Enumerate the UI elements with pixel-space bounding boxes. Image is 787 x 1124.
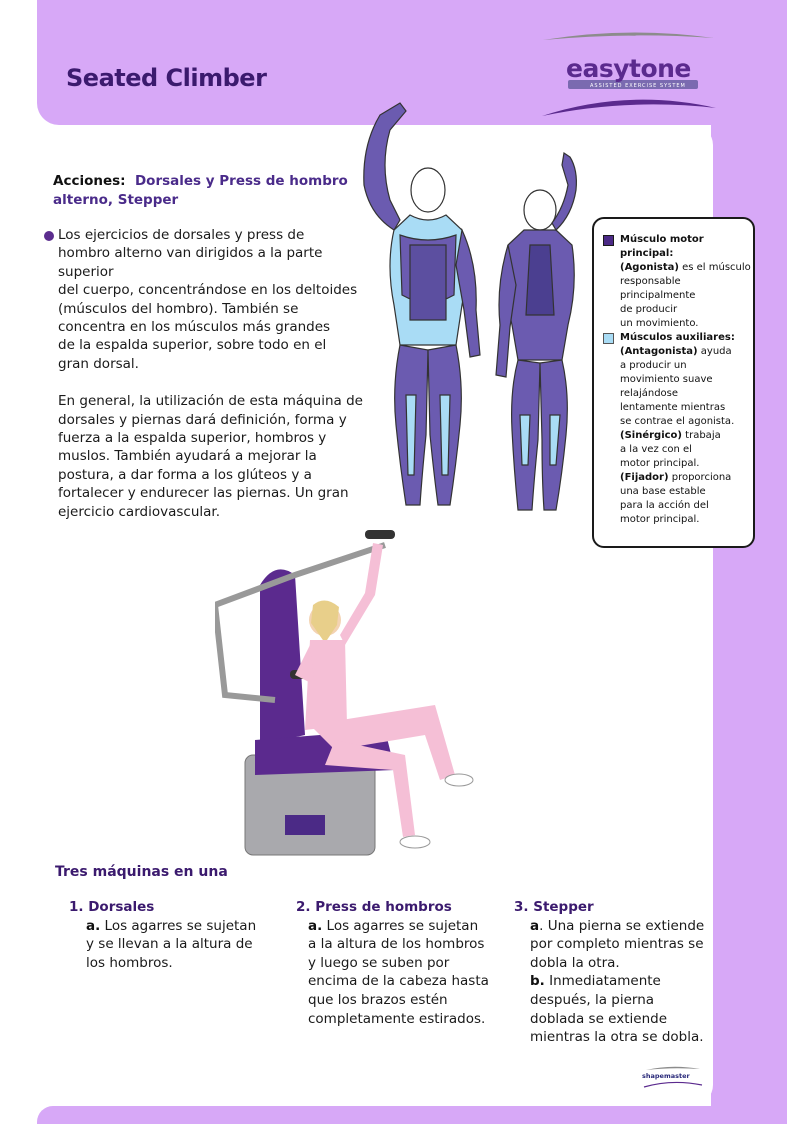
logo-tagline: ASSISTED EXERCISE SYSTEM: [590, 83, 686, 89]
machine-stepper-heading: 3. Stepper: [514, 899, 594, 915]
actions-label: Acciones:: [53, 173, 126, 189]
stepper-a-text: . Una pierna se extiende por completo mientras se dobla la otra.: [530, 917, 705, 971]
legend-fixator-term: (Fijador): [620, 472, 669, 483]
actions-heading: [53, 172, 353, 210]
stepper-b-label: b.: [530, 973, 545, 990]
front-figure: [364, 103, 480, 505]
legend-synergist-text: trabaja a la vez con el motor principal.: [620, 430, 721, 469]
intro-text: [58, 226, 368, 521]
machine-dorsales: [69, 898, 269, 972]
actions-value: Dorsales y Press de hombro alterno, Stepper: [53, 173, 348, 208]
legend-primary-text: es el músculo responsable principalmente de producir un movimiento.: [620, 262, 751, 329]
shapemaster-wordmark: shapemaster: [642, 1072, 690, 1080]
intro-paragraph-1: Los ejercicios de dorsales y press de hombro alterno van dirigidos a la parte superior del cuerpo, concentrándose en los deltoides (músculos del hombro). También se concentra en los músculos más grandes de la espalda superior, sobre todo en el gran dorsal.: [58, 227, 358, 372]
legend-fixator-text: proporciona una base estable para la acción del motor principal.: [620, 472, 732, 525]
intro-paragraph-2: En general, la utilización de esta máquina de dorsales y piernas dará definición, forma y fuerza a la espalda superior, hombros y muslos. También ayudará a mejorar la postura, a dar forma a los glúteos y a fortalecer y endurecer las piernas. Un gran ejercicio cardiovascular.: [58, 393, 363, 520]
anatomy-figures: [350, 95, 600, 535]
legend-auxiliary: [603, 331, 753, 527]
auxiliary-swatch: [603, 333, 614, 344]
legend-primary-title: Músculo motor principal:: [620, 234, 704, 259]
stepper-a-label: a: [530, 917, 540, 934]
page-title: Seated Climber: [66, 64, 267, 92]
legend-synergist-term: (Sinérgico): [620, 430, 682, 441]
primary-swatch: [603, 235, 614, 246]
press-a-label: a.: [308, 917, 323, 934]
logo-wordmark: easytone: [566, 54, 691, 83]
back-figure: [496, 153, 576, 510]
muscle-legend: [592, 217, 755, 548]
machine-press: [296, 898, 506, 1028]
seated-climber-machine-photo: [215, 525, 485, 865]
machine-stepper: [514, 898, 714, 1047]
machines-title: Tres máquinas en una: [55, 864, 228, 880]
legend-primary: [603, 233, 753, 331]
legend-antagonist-text: ayuda a producir un movimiento suave relajándose lentamente mientras se contrae el agonista.: [620, 346, 735, 427]
legend-primary-term: (Agonista): [620, 262, 679, 273]
press-a-text: Los agarres se sujetan a la altura de los hombros y luego se suben por encima de la cabeza hasta que los brazos estén completamente estirados.: [308, 917, 489, 1027]
legend-antagonist-term: (Antagonista): [620, 346, 698, 357]
stepper-b-text: Inmediatamente después, la pierna doblada se extiende mientras la otra se dobla.: [530, 973, 704, 1046]
shapemaster-logo: [640, 1065, 704, 1091]
bullet-icon: [44, 231, 54, 241]
machine-press-heading: 2. Press de hombros: [296, 899, 452, 915]
footer-band: [37, 1106, 787, 1124]
dorsales-a-text: Los agarres se sujetan y se llevan a la altura de los hombros.: [86, 917, 257, 971]
machine-dorsales-heading: 1. Dorsales: [69, 899, 155, 915]
dorsales-a-label: a.: [86, 917, 101, 934]
legend-aux-title: Músculos auxiliares:: [620, 332, 735, 343]
